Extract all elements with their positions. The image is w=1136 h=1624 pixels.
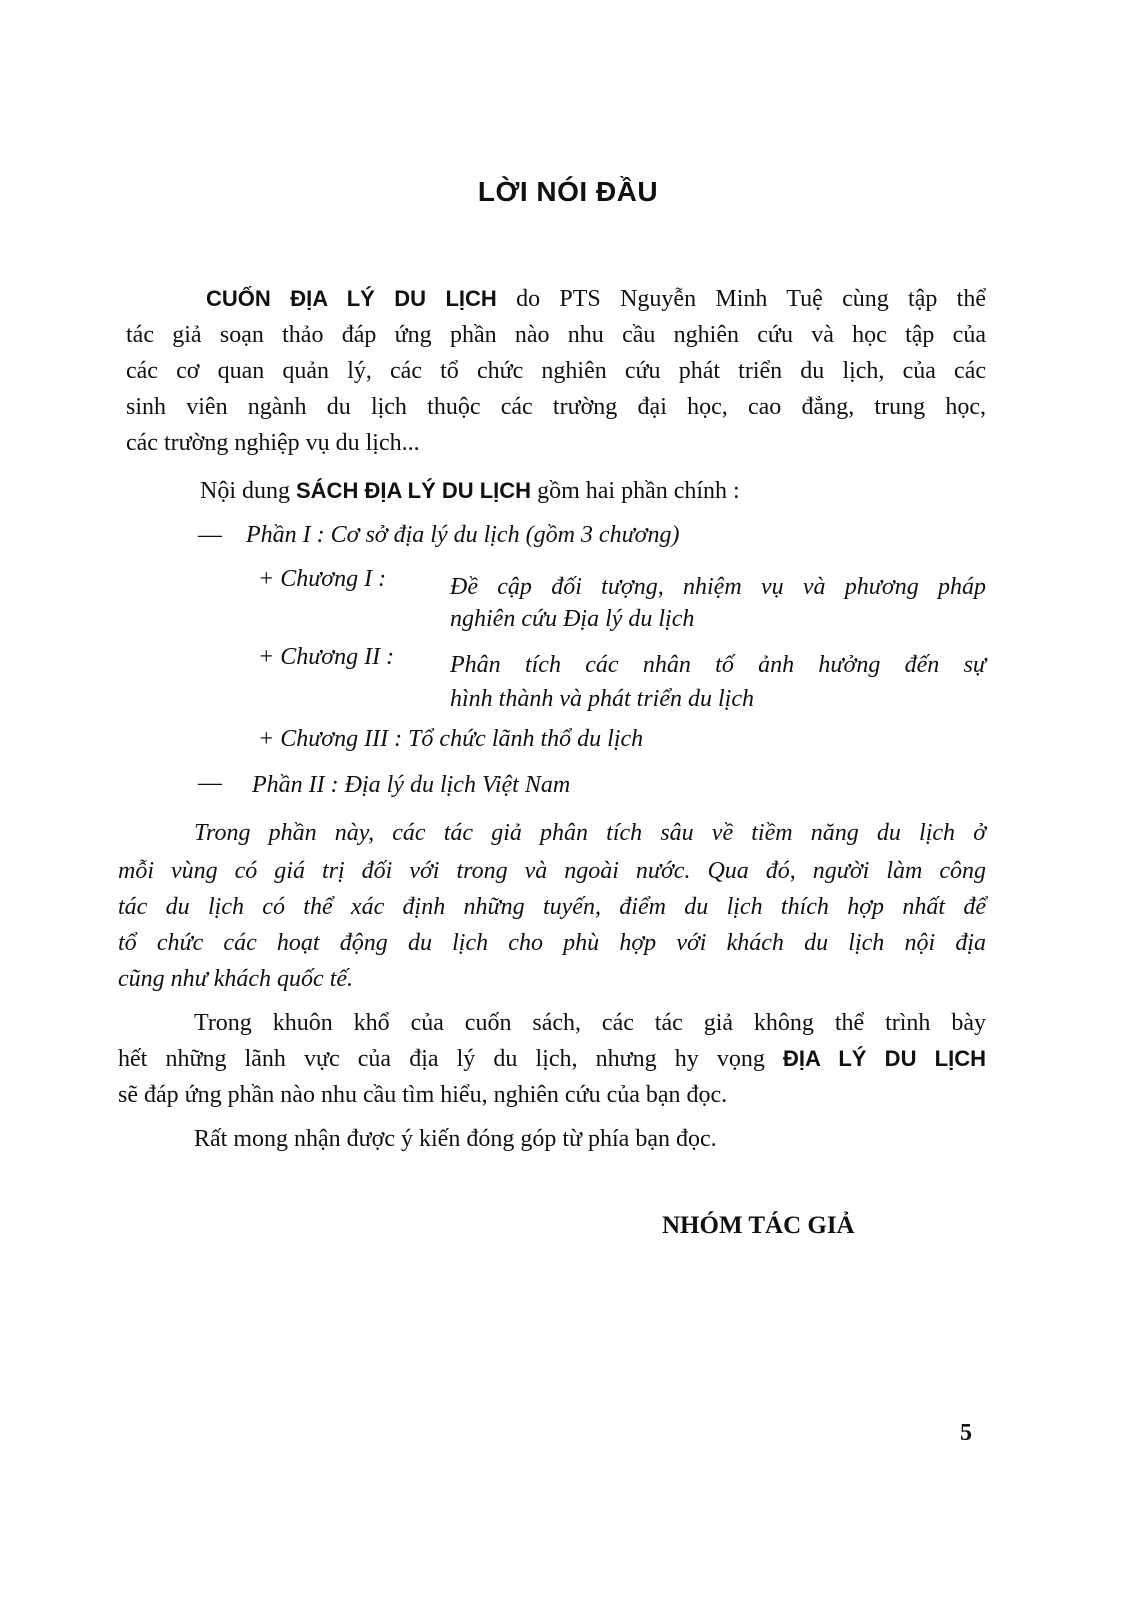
- para3-line2: mỗi vùng có giá trị đối với trong và ngoài nước. Qua đó, người làm công: [118, 858, 986, 884]
- part1-heading: Phần I : Cơ sở địa lý du lịch (gồm 3 chương): [246, 522, 680, 548]
- page-number: 5: [960, 1420, 972, 1446]
- signature: NHÓM TÁC GIẢ: [662, 1212, 855, 1239]
- chapter1-line2: nghiên cứu Địa lý du lịch: [450, 606, 695, 632]
- para3-line5: cũng như khách quốc tế.: [118, 966, 354, 992]
- chapter1-line1: Đề cập đối tượng, nhiệm vụ và phương pháp: [450, 574, 986, 600]
- para5-line: Rất mong nhận được ý kiến đóng góp từ phía bạn đọc.: [194, 1126, 717, 1152]
- chapter2-label: + Chương II :: [258, 644, 395, 670]
- para3-line1: Trong phần này, các tác giả phân tích sâu về tiềm năng du lịch ở: [194, 820, 986, 846]
- para1-line2: tác giả soạn thảo đáp ứng phần nào nhu cầu nghiên cứu và học tập của: [126, 322, 986, 348]
- part2-heading: Phần II : Địa lý du lịch Việt Nam: [252, 772, 571, 798]
- para1-line1: CUỐN ĐỊA LÝ DU LỊCH do PTS Nguyễn Minh Tuệ cùng tập thể: [206, 286, 986, 312]
- para3-line4: tổ chức các hoạt động du lịch cho phù hợp với khách du lịch nội địa: [118, 930, 986, 956]
- chapter2-line2: hình thành và phát triển du lịch: [450, 686, 754, 712]
- para1-line3: các cơ quan quản lý, các tổ chức nghiên cứu phát triển du lịch, của các: [126, 358, 986, 384]
- para4-line1: Trong khuôn khổ của cuốn sách, các tác giả không thể trình bày: [194, 1010, 986, 1036]
- para2-line: Nội dung SÁCH ĐỊA LÝ DU LỊCH gồm hai phần chính :: [200, 478, 740, 504]
- page-title: LỜI NÓI ĐẦU: [477, 176, 659, 207]
- book-title-bold: ĐỊA LÝ DU LỊCH: [783, 1046, 987, 1071]
- em-dash: —: [198, 522, 222, 548]
- chapter3-line: + Chương III : Tổ chức lãnh thổ du lịch: [258, 726, 644, 752]
- em-dash: —: [198, 770, 222, 796]
- para1-line5: các trường nghiệp vụ du lịch...: [126, 430, 420, 456]
- chapter1-label: + Chương I :: [258, 566, 387, 592]
- para4-line2: hết những lãnh vực của địa lý du lịch, nhưng hy vọng ĐỊA LÝ DU LỊCH: [118, 1046, 987, 1072]
- para4-line3: sẽ đáp ứng phần nào nhu cầu tìm hiểu, nghiên cứu của bạn đọc.: [118, 1082, 728, 1108]
- book-title-bold: SÁCH ĐỊA LÝ DU LỊCH: [296, 478, 532, 503]
- para1-line4: sinh viên ngành du lịch thuộc các trường đại học, cao đẳng, trung học,: [126, 394, 986, 420]
- para3-line3: tác du lịch có thể xác định những tuyến, điểm du lịch thích hợp nhất để: [118, 894, 986, 920]
- chapter2-line1: Phân tích các nhân tố ảnh hưởng đến sự: [450, 652, 986, 678]
- book-title-bold: CUỐN ĐỊA LÝ DU LỊCH: [206, 286, 497, 311]
